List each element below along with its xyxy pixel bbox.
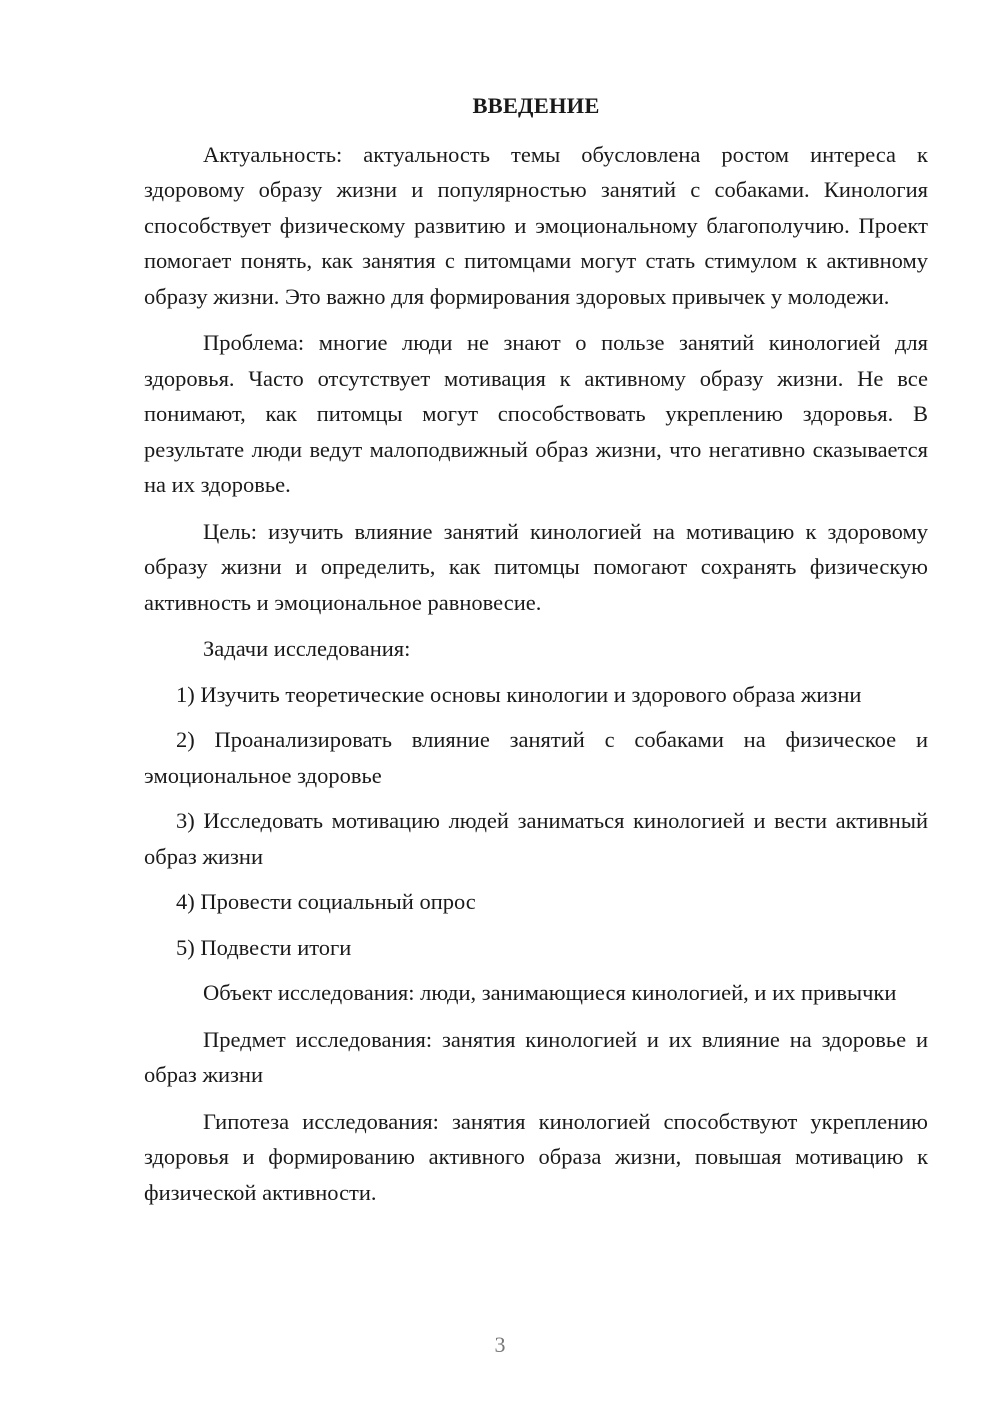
task-item-1: 1) Изучить теоретические основы кинологии и здорового образа жизни: [176, 681, 862, 707]
subject-paragraph: Предмет исследования: занятия кинологией и их влияние на здоровье и образ жизни: [144, 1026, 928, 1087]
hypothesis-paragraph: Гипотеза исследования: занятия кинологией способствуют укреплению здоровья и формированию активного образа жизни, повышая мотивацию к физической активности.: [144, 1108, 928, 1205]
task-item-3: 3) Исследовать мотивацию людей заниматься кинологией и вести активный образ жизни: [144, 808, 928, 869]
page-number: 3: [494, 1332, 506, 1357]
problem-paragraph: Проблема: многие люди не знают о пользе занятий кинологией для здоровья. Часто отсутствует мотивация к активному образу жизни. Не все понимают, как питомцы могут способствовать укреплению здоровья. В результате люди ведут малоподвижный образ жизни, что негативно сказывается на их здоровье.: [144, 330, 928, 497]
page-title: ВВЕДЕНИЕ: [472, 93, 600, 118]
task-item-5: 5) Подвести итоги: [176, 934, 352, 960]
tasks-heading: Задачи исследования:: [203, 636, 411, 661]
object-paragraph: Объект исследования: люди, занимающиеся кинологией, и их привычки: [203, 980, 897, 1005]
task-item-2: 2) Проанализировать влияние занятий с собаками на физическое и эмоциональное здоровье: [144, 727, 928, 788]
document-page: [144, 88, 928, 1221]
task-item-4: 4) Провести социальный опрос: [176, 889, 476, 914]
goal-paragraph: Цель: изучить влияние занятий кинологией на мотивацию к здоровому образу жизни и определить, как питомцы помогают сохранять физическую активность и эмоциональное равновесие.: [144, 518, 928, 615]
relevance-paragraph: Актуальность: актуальность темы обусловлена ростом интереса к здоровому образу жизни и популярностью занятий с собаками. Кинология способствует физическому развитию и эмоциональному благополучию. Проект помогает понять, как занятия с питомцами могут стать стимулом к активному образу жизни. Это важно для формирования здоровых привычек у молодежи.: [144, 141, 928, 309]
